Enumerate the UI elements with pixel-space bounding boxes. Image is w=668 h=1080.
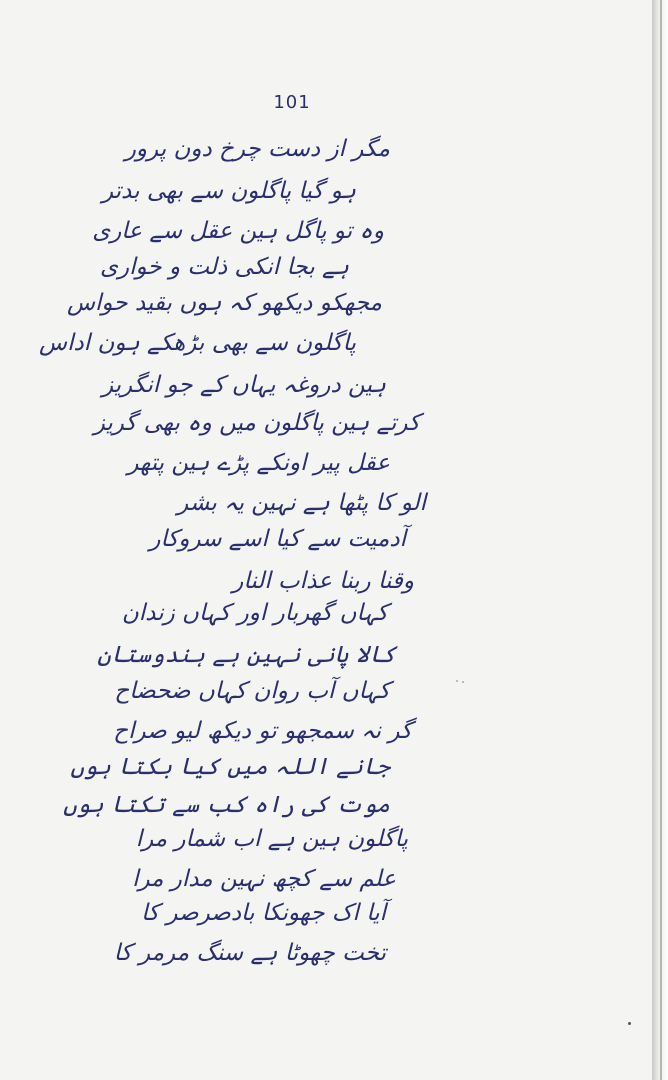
verse-line-4: ہے بجا انکی ذلت و خواری: [100, 254, 349, 280]
ink-speck: [456, 680, 458, 682]
verse-line-10: الو کا پٹھا ہے نہین یہ بشر: [177, 490, 426, 516]
verse-line-9: عقل پیر اونکے پڑے ہین پتھر: [127, 450, 390, 476]
verse-line-13: کہاں گھربار اور کہاں زندان: [121, 600, 388, 626]
verse-line-6: پاگلون سے بھی بڑھکے ہون اداس: [39, 330, 356, 356]
verse-line-21: آیا اک جھونکا بادصرصر کا: [141, 900, 386, 926]
verse-line-22: تخت چھوٹا ہے سنگ مرمر کا: [113, 940, 386, 966]
verse-line-7: ہین دروغہ یہاں کے جو انگریز: [101, 372, 386, 398]
verse-line-2: ہو گیا پاگلون سے بھی بدتر: [101, 178, 356, 204]
verse-line-1: مگر از دست چرخ دون پرور: [124, 136, 390, 162]
verse-line-3: وہ تو پاگل ہین عقل سے عاری: [92, 218, 384, 244]
verse-line-5: مجھکو دیکھو کہ ہوں بقید حواس: [66, 290, 382, 316]
page-edge: [652, 0, 668, 1080]
verse-line-12: وقنا ربنا عذاب النار: [232, 568, 414, 594]
page-number: 101: [273, 92, 311, 113]
verse-line-15: کہاں آب روان کہاں ضحضاح: [114, 678, 390, 704]
verse-line-16: گر نہ سمجھو تو دیکھ لیو صراح: [113, 718, 412, 744]
ink-speck: [462, 681, 464, 683]
verse-line-11: آدمیت سے کیا اسے سروکار: [149, 526, 406, 552]
verse-line-8: کرتے ہین پاگلون میں وہ بھی گریز: [93, 410, 420, 436]
verse-line-20: علم سے کچھ نہین مدار مرا: [132, 866, 396, 892]
verse-line-17: جانے اللہ میں کیا بکتا ہوں: [70, 754, 390, 780]
verse-line-14: کالا پانی نہین ہے ہندوستان: [97, 642, 396, 668]
ink-speck: [628, 1022, 631, 1025]
verse-line-18: موت کی راہ کب سے تکتا ہوں: [63, 792, 390, 818]
verse-line-19: پاگلون ہین ہے اب شمار مرا: [135, 826, 408, 852]
